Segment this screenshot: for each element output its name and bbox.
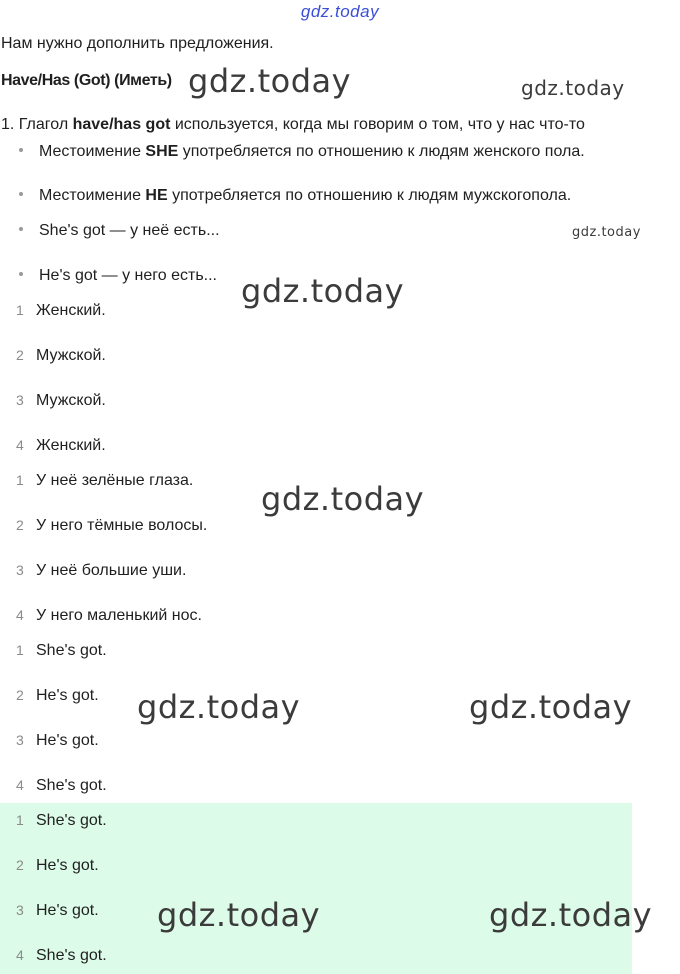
list-item [16, 812, 107, 830]
list-text: She's got. [36, 947, 107, 964]
bullet-item [19, 187, 571, 205]
list-number: 3 [16, 732, 24, 748]
site-header[interactable]: gdz.today [300, 2, 380, 21]
list-text: Женский. [36, 302, 106, 319]
list-item [16, 777, 107, 795]
list-number: 4 [16, 607, 24, 623]
list-item [16, 732, 99, 750]
watermark: gdz.today [137, 688, 301, 726]
bullet-item [19, 267, 217, 285]
watermark: gdz.today [521, 76, 625, 100]
bullet-prefix: Местоимение [39, 187, 146, 204]
list-text: He's got. [36, 687, 99, 704]
watermark: gdz.today [241, 272, 405, 310]
watermark: gdz.today [188, 62, 352, 100]
list-number: 4 [16, 437, 24, 453]
list-item [16, 687, 99, 705]
rule-prefix: 1. Глагол [1, 116, 73, 133]
list-number: 1 [16, 642, 24, 658]
list-item [16, 642, 107, 660]
list-number: 1 [16, 302, 24, 318]
bullet-item [19, 222, 220, 240]
bullet-item [19, 143, 585, 161]
list-number: 4 [16, 777, 24, 793]
list-number: 2 [16, 517, 24, 533]
list-number: 1 [16, 812, 24, 828]
bullet-suffix: употребляется по отношению к людям женского пола. [178, 143, 585, 160]
list-number: 3 [16, 562, 24, 578]
list-text: Женский. [36, 437, 106, 454]
bullet-bold: HE [145, 187, 168, 204]
list-text: У неё большие уши. [36, 562, 187, 579]
rule-suffix: используется, когда мы говорим о том, что у нас что-то [170, 116, 585, 133]
bullet-dot-icon [19, 272, 23, 276]
list-item [16, 517, 207, 535]
rule-text [1, 116, 585, 134]
bullet-bold: SHE [145, 143, 179, 160]
list-text: He's got. [36, 902, 99, 919]
list-item [16, 472, 193, 490]
bullet-dot-icon [19, 227, 23, 231]
list-number: 3 [16, 392, 24, 408]
rule-bold: have/has got [72, 116, 171, 133]
list-text: Мужской. [36, 347, 106, 364]
watermark: gdz.today [261, 480, 425, 518]
list-text: У неё зелёные глаза. [36, 472, 194, 489]
list-item [16, 857, 99, 875]
list-text: Мужской. [36, 392, 106, 409]
bullet-dot-icon [19, 148, 23, 152]
list-number: 3 [16, 902, 24, 918]
list-item [16, 437, 106, 455]
bullet-dot-icon [19, 192, 23, 196]
list-text: She's got. [36, 642, 107, 659]
list-item [16, 607, 202, 625]
watermark: gdz.today [489, 896, 653, 934]
list-text: He's got. [36, 732, 99, 749]
list-text: У него тёмные волосы. [36, 517, 208, 534]
bullet-prefix: Местоимение [39, 143, 146, 160]
list-item [16, 347, 106, 365]
list-item [16, 947, 107, 965]
bullet-suffix: употребляется по отношению к людям мужскогопола. [167, 187, 572, 204]
subheading: Have/Has (Got) (Иметь) [1, 72, 172, 89]
list-number: 4 [16, 947, 24, 963]
list-number: 2 [16, 687, 24, 703]
list-item [16, 562, 186, 580]
bullet-prefix: She's got — у неё есть... [39, 222, 220, 239]
watermark: gdz.today [469, 688, 633, 726]
list-number: 1 [16, 472, 24, 488]
list-text: She's got. [36, 812, 107, 829]
list-number: 2 [16, 347, 24, 363]
bullet-prefix: He's got — у него есть... [39, 267, 217, 284]
list-text: He's got. [36, 857, 99, 874]
watermark: gdz.today [572, 225, 641, 240]
list-number: 2 [16, 857, 24, 873]
list-item [16, 392, 106, 410]
list-item [16, 302, 106, 320]
intro-text: Нам нужно дополнить предложения. [1, 35, 274, 52]
list-text: У него маленький нос. [36, 607, 202, 624]
list-text: She's got. [36, 777, 107, 794]
list-item [16, 902, 99, 920]
watermark: gdz.today [157, 896, 321, 934]
